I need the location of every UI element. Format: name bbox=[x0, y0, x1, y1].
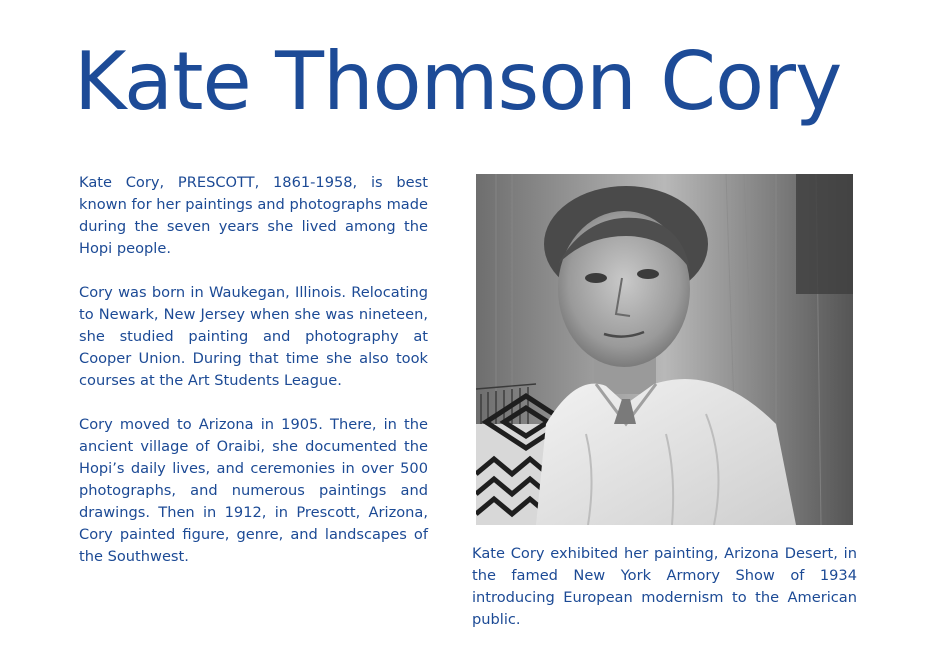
photo-caption: Kate Cory exhibited her painting, Arizona Desert, in the famed New York Armory Show of 1934 introducing European modernism to the American public. bbox=[472, 545, 857, 628]
biography-text bbox=[79, 172, 428, 590]
paragraph-arizona: Cory moved to Arizona in 1905. There, in the ancient village of Oraibi, she documented the Hopi’s daily lives, and ceremonies in over 500 photographs, and numerous paintings and drawings. Then in 1912, in Prescott, Arizona, Cory painted figure, genre, and landscapes of the Southwest. bbox=[79, 416, 428, 565]
page-title: Kate Thomson Cory bbox=[74, 35, 842, 128]
paragraph-intro: Kate Cory, PRESCOTT, 1861-1958, is best known for her paintings and photographs made during the seven years she lived among the Hopi people. bbox=[79, 174, 428, 257]
portrait-photo bbox=[476, 174, 853, 525]
paragraph-early-life: Cory was born in Waukegan, Illinois. Relocating to Newark, New Jersey when she was nineteen, she studied painting and photography at Cooper Union. During that time she also took courses at the Art Students League. bbox=[79, 284, 428, 389]
